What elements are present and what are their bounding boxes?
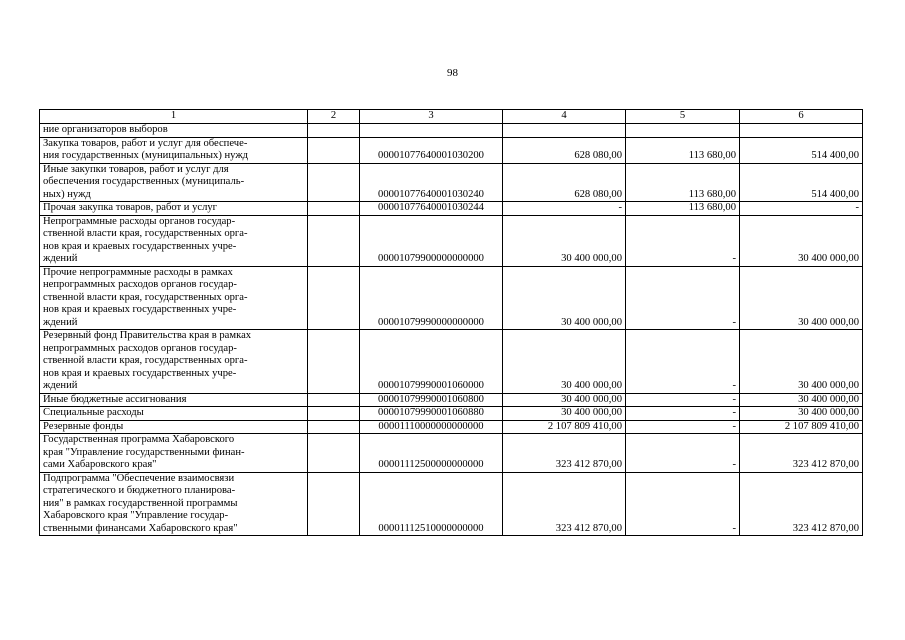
row-value-4: 30 400 000,00: [503, 215, 626, 266]
table-row: [40, 215, 863, 266]
row-code: 00001079990001060800: [360, 393, 503, 407]
row-code: 00001079990001060880: [360, 407, 503, 421]
row-value-6: -: [740, 202, 863, 216]
row-value-4: 30 400 000,00: [503, 393, 626, 407]
row-value-5: -: [626, 420, 740, 434]
row-value-5: -: [626, 393, 740, 407]
row-value-4: 323 412 870,00: [503, 472, 626, 536]
row-name: Специальные расходы: [40, 407, 308, 421]
column-header-4: 4: [503, 110, 626, 124]
row-col2: [308, 393, 360, 407]
row-name: Закупка товаров, работ и услуг для обеспече- ния государственных (муниципальных) нужд: [40, 137, 308, 163]
row-code: 00001079900000000000: [360, 215, 503, 266]
row-name: Резервный фонд Правительства края в рамках непрограммных расходов органов государ- ственной власти края, государственных орга- нов края и краевых государственных учре- ждений: [40, 330, 308, 394]
row-code: 00001077640001030240: [360, 163, 503, 202]
row-col2: [308, 137, 360, 163]
row-name: Иные бюджетные ассигнования: [40, 393, 308, 407]
row-value-4: 30 400 000,00: [503, 330, 626, 394]
row-code: 00001077640001030200: [360, 137, 503, 163]
row-value-6: 30 400 000,00: [740, 393, 863, 407]
row-col2: [308, 266, 360, 330]
row-value-4: 628 080,00: [503, 163, 626, 202]
table-body: [40, 124, 863, 536]
row-value-6: 514 400,00: [740, 163, 863, 202]
column-header-5: 5: [626, 110, 740, 124]
row-name: Резервные фонды: [40, 420, 308, 434]
row-value-5: -: [626, 472, 740, 536]
row-value-6: 30 400 000,00: [740, 215, 863, 266]
row-value-5: -: [626, 407, 740, 421]
row-value-6: 514 400,00: [740, 137, 863, 163]
row-value-6: 30 400 000,00: [740, 330, 863, 394]
row-value-4: -: [503, 202, 626, 216]
row-value-5: 113 680,00: [626, 137, 740, 163]
row-name: ние организаторов выборов: [40, 124, 308, 138]
row-value-6: [740, 124, 863, 138]
row-value-4: 30 400 000,00: [503, 266, 626, 330]
row-value-6: 2 107 809 410,00: [740, 420, 863, 434]
row-value-6: 30 400 000,00: [740, 407, 863, 421]
table-row: [40, 472, 863, 536]
row-code: 00001079990000000000: [360, 266, 503, 330]
row-name: Государственная программа Хабаровского края "Управление государственными финан- сами Хабаровского края": [40, 434, 308, 473]
row-name: Прочая закупка товаров, работ и услуг: [40, 202, 308, 216]
column-header-6: 6: [740, 110, 863, 124]
row-code: 00001110000000000000: [360, 420, 503, 434]
row-col2: [308, 215, 360, 266]
column-header-1: 1: [40, 110, 308, 124]
row-value-6: 323 412 870,00: [740, 434, 863, 473]
row-value-4: 323 412 870,00: [503, 434, 626, 473]
table-row: [40, 124, 863, 138]
row-name: Иные закупки товаров, работ и услуг для обеспечения государственных (муниципаль- ных) нужд: [40, 163, 308, 202]
row-value-4: 2 107 809 410,00: [503, 420, 626, 434]
row-col2: [308, 163, 360, 202]
table-row: [40, 137, 863, 163]
table-row: [40, 407, 863, 421]
row-col2: [308, 434, 360, 473]
budget-table: [39, 109, 863, 536]
row-value-4: 30 400 000,00: [503, 407, 626, 421]
row-value-5: 113 680,00: [626, 163, 740, 202]
table-row: [40, 330, 863, 394]
row-value-4: [503, 124, 626, 138]
row-code: 00001112510000000000: [360, 472, 503, 536]
row-code: 00001112500000000000: [360, 434, 503, 473]
row-name: Подпрограмма "Обеспечение взаимосвязи стратегического и бюджетного планирова- ния" в рамках государственной программы Хабаровского края "Управление государ- ственными финансами Хабаровского края": [40, 472, 308, 536]
row-code: 00001077640001030244: [360, 202, 503, 216]
row-code: [360, 124, 503, 138]
table-row: [40, 266, 863, 330]
table-row: [40, 420, 863, 434]
row-col2: [308, 202, 360, 216]
row-col2: [308, 407, 360, 421]
row-value-5: -: [626, 215, 740, 266]
row-value-5: [626, 124, 740, 138]
table-row: [40, 202, 863, 216]
row-col2: [308, 472, 360, 536]
table-row: [40, 393, 863, 407]
page-number: 98: [447, 67, 458, 79]
row-value-4: 628 080,00: [503, 137, 626, 163]
row-col2: [308, 330, 360, 394]
row-value-5: -: [626, 330, 740, 394]
row-value-6: 323 412 870,00: [740, 472, 863, 536]
row-value-5: -: [626, 434, 740, 473]
row-value-5: -: [626, 266, 740, 330]
table-row: [40, 434, 863, 473]
table-row: [40, 163, 863, 202]
row-col2: [308, 420, 360, 434]
column-header-2: 2: [308, 110, 360, 124]
row-col2: [308, 124, 360, 138]
column-header-3: 3: [360, 110, 503, 124]
row-value-6: 30 400 000,00: [740, 266, 863, 330]
row-name: Непрограммные расходы органов государ- ственной власти края, государственных орга- нов края и краевых государственных учре- ждений: [40, 215, 308, 266]
table-header-row: [40, 110, 863, 124]
row-code: 00001079990001060000: [360, 330, 503, 394]
row-value-5: 113 680,00: [626, 202, 740, 216]
row-name: Прочие непрограммные расходы в рамках непрограммных расходов органов государ- ственной власти края, государственных орга- нов края и краевых государственных учре- ждений: [40, 266, 308, 330]
